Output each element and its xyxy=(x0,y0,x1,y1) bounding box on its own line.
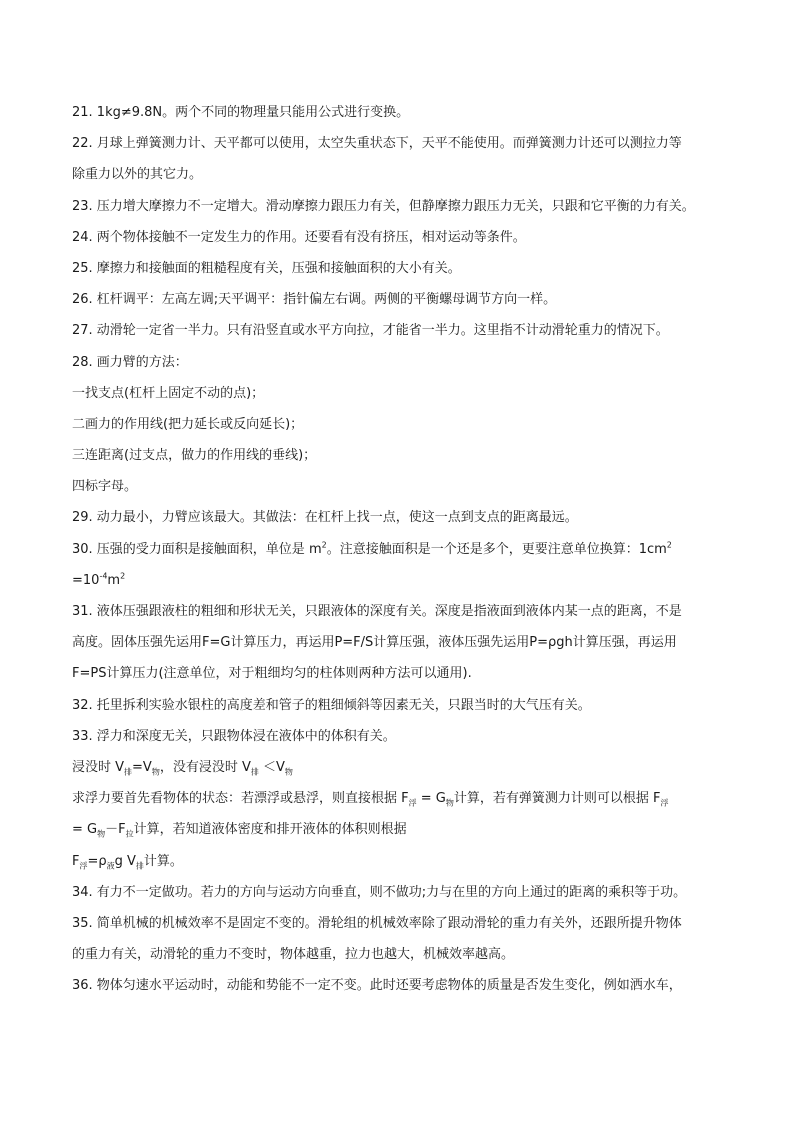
subscript: 拉 xyxy=(125,829,134,839)
text-line: 26. 杠杆调平：左高左调;天平调平：指针偏左右调。两侧的平衡螺母调节方向一样。 xyxy=(72,292,557,308)
subscript: 浮 xyxy=(660,798,669,808)
text-span: ＜V xyxy=(258,759,285,775)
text-line: 21. 1kg≠9.8N。两个不同的物理量只能用公式进行变换。 xyxy=(72,105,410,120)
text-line: 35. 简单机械的机械效率不是固定不变的。滑轮组的机械效率除了跟动滑轮的重力有关外，还跟所提升物体 xyxy=(72,915,682,931)
text-line: 一找支点(杠杆上固定不动的点)； xyxy=(72,385,265,401)
subscript: 物 xyxy=(97,829,106,839)
subscript: 物 xyxy=(284,767,293,777)
subscript: 排 xyxy=(250,767,259,777)
text-span: 计算。 xyxy=(143,853,183,869)
text-span: = G xyxy=(72,822,98,838)
subscript: 液 xyxy=(106,861,115,871)
text-line: 三连距离(过支点，做力的作用线的垂线)； xyxy=(72,448,317,464)
text-line: 33. 浮力和深度无关，只跟物体浸在液体中的体积有关。 xyxy=(72,728,396,744)
text-line: 31. 液体压强跟液柱的粗细和形状无关，只跟液体的深度有关。深度是指液面到液体内某一点的距离，不是 xyxy=(72,604,682,619)
subscript: 物 xyxy=(151,767,160,777)
text-span: 。注意接触面积是一个还是多个，更要注意单位换算：1cm xyxy=(326,541,667,557)
text-span: 计算，若知道液体密度和排开液体的体积则根据 xyxy=(133,822,407,838)
text-span: 计算，若有弹簧测力计则可以根据 F xyxy=(453,791,661,807)
text-span: ，没有浸没时 V xyxy=(159,759,251,775)
subscript: 浮 xyxy=(79,861,88,871)
text-line: 高度。固体压强先运用F=G计算压力，再运用P=F/S计算压强，液体压强先运用P=ρgh计算压强，再运用 xyxy=(72,635,677,651)
text-line: 36. 物体匀速水平运动时，动能和势能不一定不变。此时还要考虑物体的质量是否发生变化，例如洒水车， xyxy=(72,978,682,994)
text-line: F=PS计算压力(注意单位，对于粗细均匀的柱体则两种方法可以通用). xyxy=(72,666,472,682)
text-line: 25. 摩擦力和接触面的粗糙程度有关，压强和接触面积的大小有关。 xyxy=(72,260,461,276)
buoyancy-line-3 xyxy=(72,821,727,852)
text-line: 32. 托里拆利实验水银柱的高度差和管子的粗细倾斜等因素无关，只跟当时的大气压有关。 xyxy=(72,697,591,713)
text-line: 29. 动力最小，力臂应该最大。其做法：在杠杆上找一点，使这一点到支点的距离最远。 xyxy=(72,510,578,526)
subscript: 浮 xyxy=(408,798,417,808)
document-body xyxy=(72,104,727,1008)
text-line: 28. 画力臂的方法： xyxy=(72,354,188,370)
text-span: 浸没时 V xyxy=(72,759,125,775)
text-line: 四标字母。 xyxy=(72,479,138,495)
text-line-item-30 xyxy=(72,541,727,572)
text-span: 求浮力要首先看物体的状态：若漂浮或悬浮，则直接根据 F xyxy=(72,791,409,807)
text-line: 27. 动滑轮一定省一半力。只有沿竖直或水平方向拉，才能省一半力。这里指不计动滑轮重力的情况下。 xyxy=(72,323,669,339)
subscript: 排 xyxy=(124,767,133,777)
text-line: 23. 压力增大摩擦力不一定增大。滑动摩擦力跟压力有关，但静摩擦力跟压力无关，只跟和它平衡的力有关。 xyxy=(72,198,695,214)
text-span: g V xyxy=(114,853,136,869)
superscript: 2 xyxy=(321,540,327,550)
text-line: 二画力的作用线(把力延长或反向延长)； xyxy=(72,416,304,432)
text-span: m xyxy=(107,572,121,588)
text-line-item-30-cont xyxy=(72,572,727,603)
text-span: =ρ xyxy=(87,853,107,869)
text-span: =10 xyxy=(72,572,100,588)
superscript: 2 xyxy=(666,540,672,550)
superscript: 2 xyxy=(120,571,126,581)
superscript: -4 xyxy=(99,571,108,581)
subscript: 排 xyxy=(135,861,144,871)
text-line: 除重力以外的其它力。 xyxy=(72,167,203,183)
buoyancy-line-4 xyxy=(72,853,727,884)
subscript: 物 xyxy=(445,798,454,808)
text-span: F xyxy=(72,853,80,869)
buoyancy-line-1 xyxy=(72,759,727,790)
text-line: 24. 两个物体接触不一定发生力的作用。还要看有没有挤压，相对运动等条件。 xyxy=(72,229,526,245)
text-span: －F xyxy=(105,822,126,838)
text-line: 的重力有关，动滑轮的重力不变时，物体越重，拉力也越大，机械效率越高。 xyxy=(72,947,515,963)
text-span: =V xyxy=(132,759,152,775)
text-span: 30. 压强的受力面积是接触面积，单位是 m xyxy=(72,541,322,557)
text-span: = G xyxy=(416,791,446,807)
buoyancy-line-2 xyxy=(72,790,727,821)
text-line: 34. 有力不一定做功。若力的方向与运动方向垂直，则不做功;力与在里的方向上通过的距离的乘积等于功。 xyxy=(72,884,687,900)
text-line: 22. 月球上弹簧测力计、天平都可以使用，太空失重状态下，天平不能使用。而弹簧测力计还可以测拉力等 xyxy=(72,136,682,152)
